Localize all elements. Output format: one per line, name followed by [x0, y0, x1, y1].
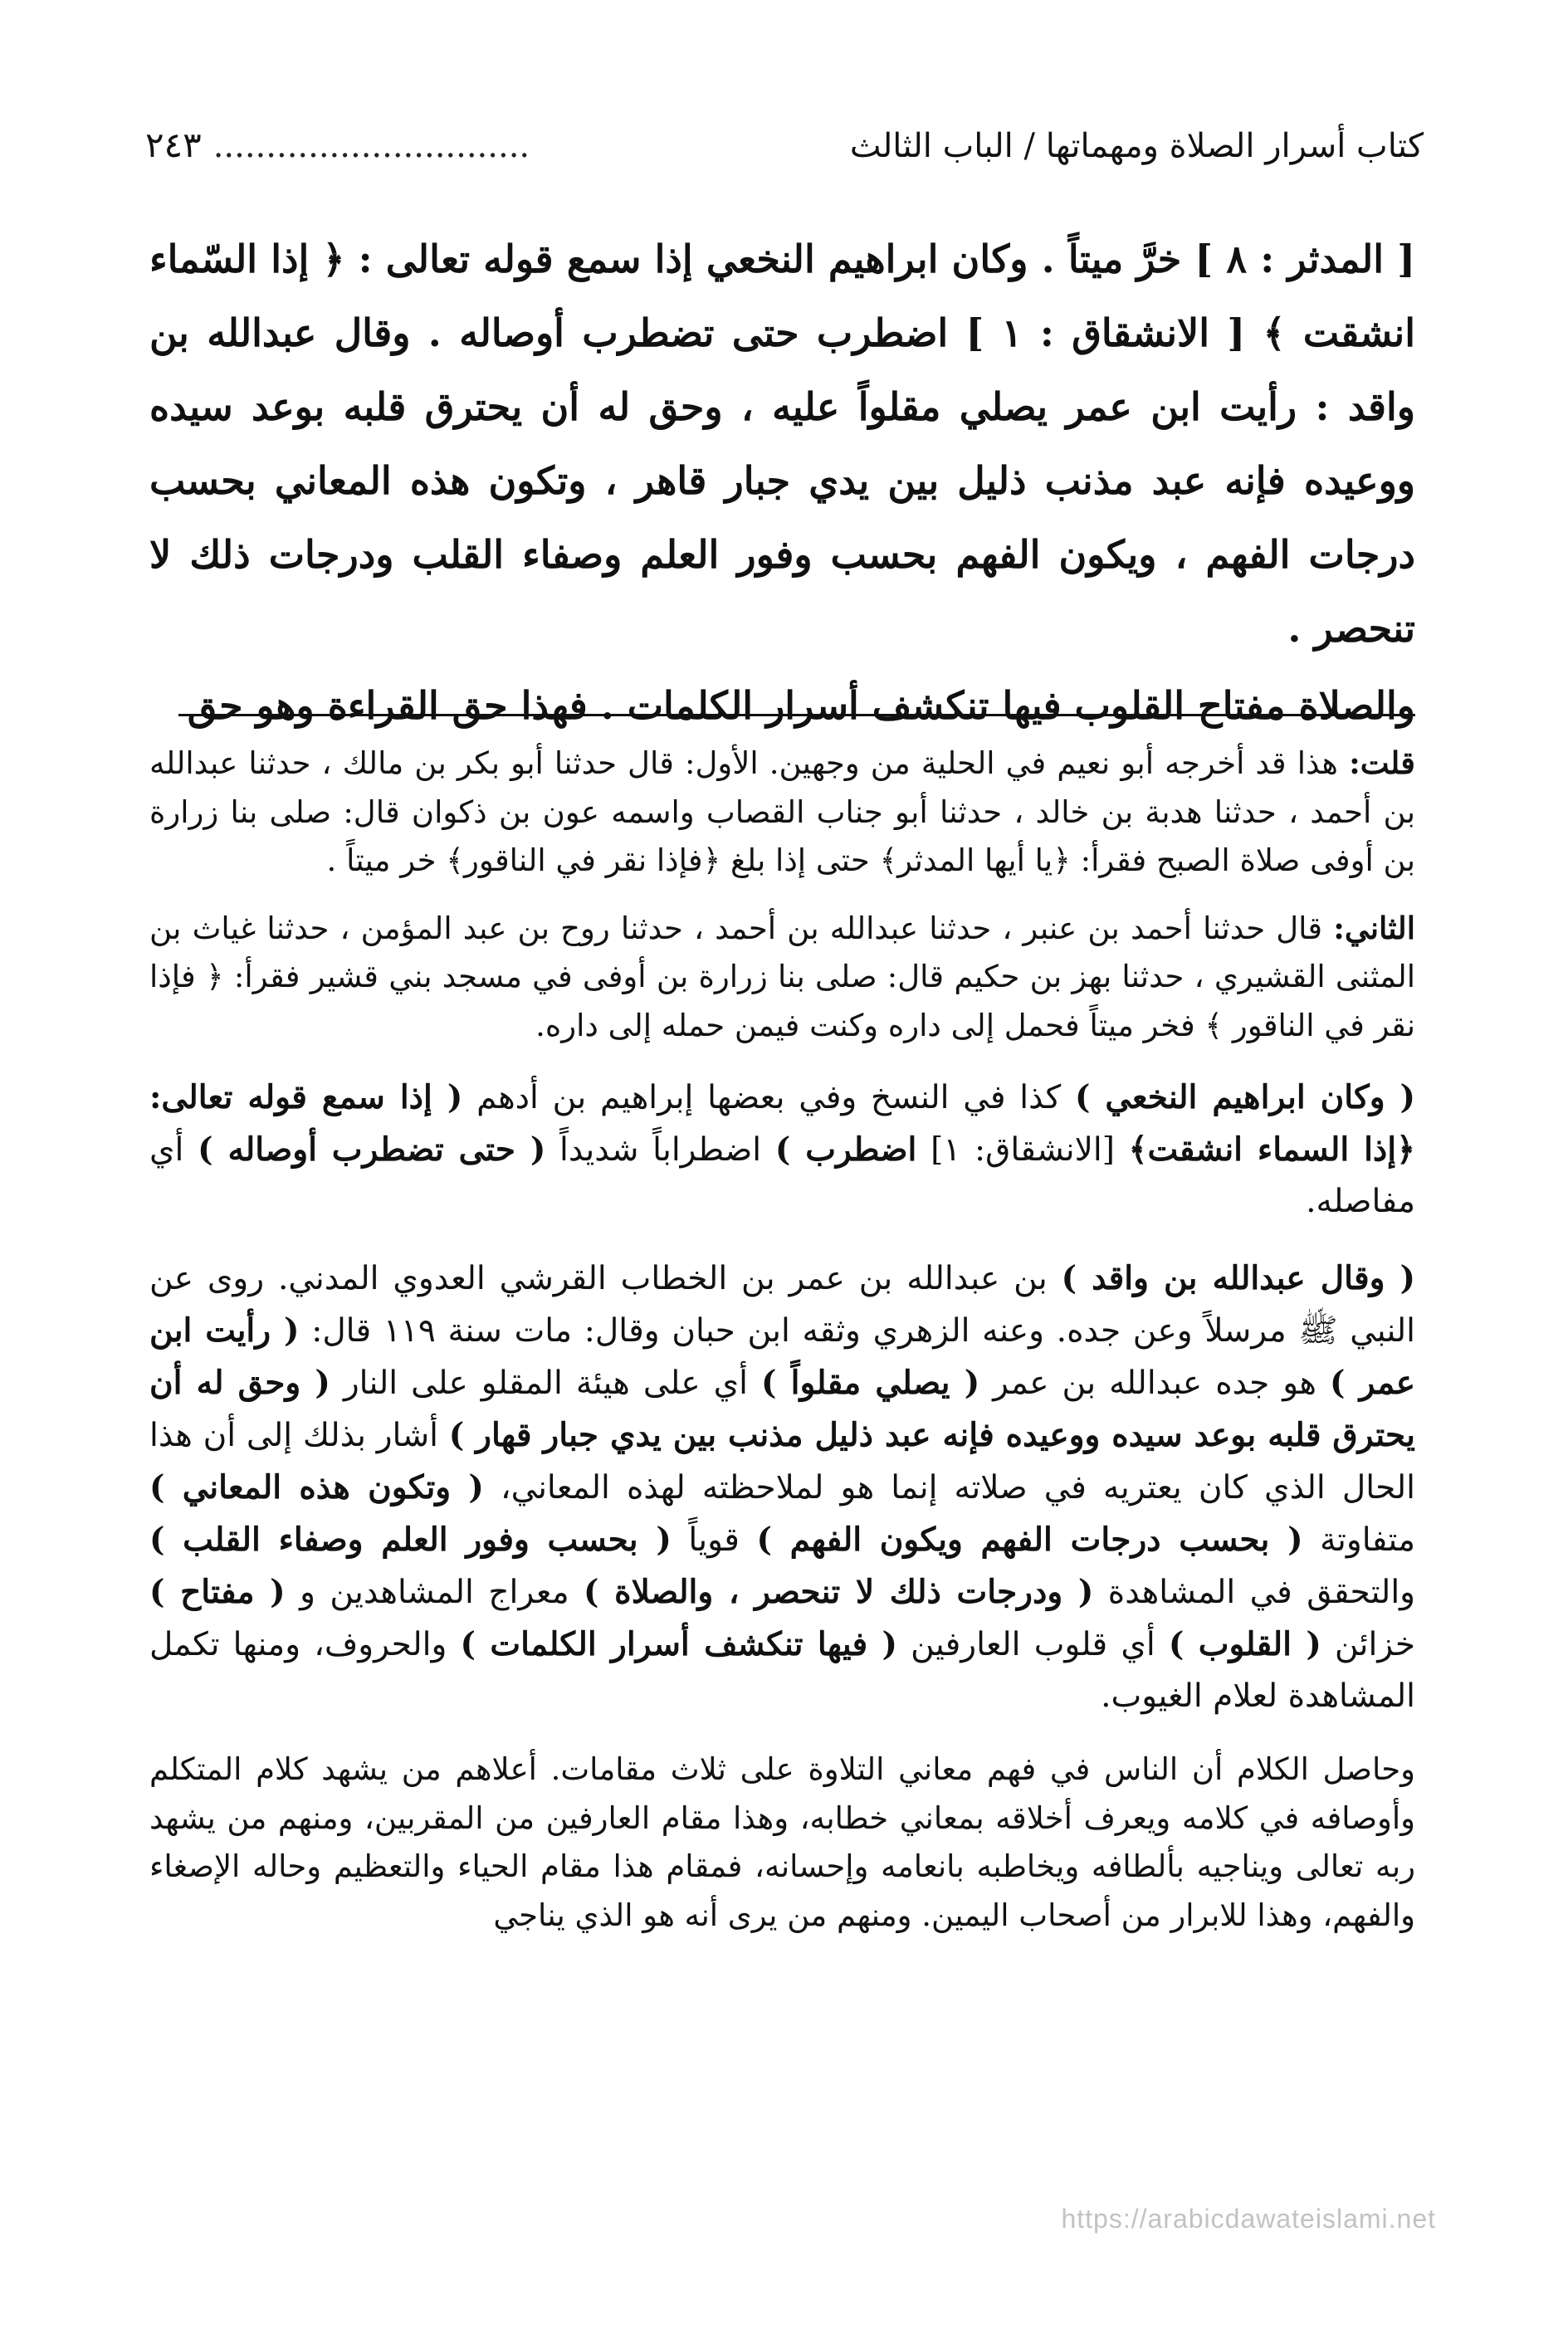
quoted-phrase: اضطرب )	[774, 1130, 917, 1169]
quoted-phrase: ( يصلي مقلواً )	[761, 1364, 980, 1402]
main-text	[149, 222, 1415, 743]
quoted-phrase: ( بحسب وفور العلم وصفاء القلب )	[149, 1521, 672, 1559]
note-label: الثاني:	[1333, 909, 1415, 946]
note-text: معراج المشاهدين و	[285, 1574, 584, 1611]
commentary-paragraph	[149, 904, 1415, 1051]
note-text: اضطراباً شديداً	[545, 1131, 775, 1169]
main-paragraph: [ المدثر : ٨ ] خرَّ ميتاً . وكان ابراهيم النخعي إذا سمع قوله تعالى : ﴿ إذا السّماء انشقت ﴾ [ الانشقاق : ١ ] اضطرب حتى تضطرب أوصاله . وقال عبدالله بن واقد : رأيت ابن عمر يصلي مقلواً عليه ، وحق له أن يحترق قلبه بوعد سيده ووعيده فإنه عبد مذنب ذليل بين يدي جبار قاهر ، وتكون هذه المعاني بحسب درجات الفهم ، ويكون الفهم بحسب وفور العلم وصفاء القلب ودرجات ذلك لا تنحصر .	[149, 237, 1415, 651]
quoted-phrase: ( حتى تضطرب أوصاله )	[198, 1130, 546, 1169]
note-text: أي قلوب العارفين	[896, 1626, 1169, 1663]
quoted-phrase: ( القلوب )	[1168, 1625, 1321, 1663]
dot-leader: ..............................	[212, 127, 530, 165]
quoted-phrase: ( وحق له أن يحترق قلبه بوعد سيده ووعيده فإنه عبد ذليل مذنب بين يدي جبار قهار )	[149, 1364, 1415, 1454]
quoted-phrase: ( فيها تنكشف أسرار الكلمات )	[460, 1625, 897, 1663]
main-paragraph: والصلاة مفتاح القلوب فيها تنكشف أسرار الكلمات . فهذا حق القراءة وهو حق	[187, 683, 1415, 728]
note-text: أي مفاصله.	[149, 1131, 1415, 1220]
quoted-phrase: ( إذا سمع قوله تعالى: ﴿إذا السماء انشقت﴾	[149, 1078, 1415, 1169]
quoted-phrase: ( وقال عبدالله بن واقد )	[1061, 1259, 1415, 1297]
note-text: بن عبدالله بن عمر بن الخطاب القرشي العدوي المدني. روى عن النبي ﷺ مرسلاً وعن جده. وعنه الزهري وثقه ابن حبان وقال: مات سنة ١١٩ قال:	[149, 1260, 1416, 1350]
note-text: أي على هيئة المقلو على النار	[330, 1365, 762, 1402]
note-text: هو جده عبدالله بن عمر	[979, 1365, 1330, 1402]
quoted-phrase: ( وتكون هذه المعاني )	[149, 1468, 484, 1507]
note-text: هذا قد أخرجه أبو نعيم في الحلية من وجهين. الأول: قال حدثنا أبو بكر بن مالك ، حدثنا عبدالله بن أحمد ، حدثنا هدبة بن خالد ، حدثنا أبو جناب القصاب واسمه عون بن ذكوان قال: صلى بنا زرارة بن أوفى صلاة الصبح فقرأ: ﴿يا أيها المدثر﴾ حتى إذا بلغ ﴿فإذا نقر في الناقور﴾ خر ميتاً .	[149, 745, 1415, 878]
commentary-paragraph	[149, 1253, 1415, 1722]
note-text: [الانشقاق: ١]	[916, 1131, 1129, 1169]
watermark-url: https://arabicdawateislami.net	[1061, 2204, 1436, 2234]
note-label: قلت:	[1349, 745, 1415, 781]
commentary-paragraph: وحاصل الكلام أن الناس في فهم معاني التلاوة على ثلاث مقامات. أعلاهم من يشهد كلام المتكلم وأوصافه في كلامه ويعرف أخلاقه بمعاني خطابه، وهذا مقام العارفين من المقربين، ومنهم من يشهد ربه تعالى ويناجيه بألطافه ويخاطبه بانعامه وإحسانه، فمقام هذا مقام الحياء والتعظيم وحاله الإصغاء والفهم، وهذا للابرار من أصحاب اليمين. ومنهم من يرى أنه هو الذي يناجي	[149, 1751, 1415, 1933]
note-text: خزائن	[1321, 1626, 1415, 1663]
note-text: أشار بذلك إلى أن هذا الحال الذي كان يعتريه في صلاته إنما هو لملاحظته لهذه المعاني،	[149, 1417, 1415, 1507]
running-title: كتاب أسرار الصلاة ومهماتها / الباب الثالث	[849, 127, 1424, 165]
quoted-phrase: ( وكان ابراهيم النخعي )	[1074, 1078, 1416, 1116]
note-text: والتحقق في المشاهدة	[1093, 1574, 1415, 1611]
commentary	[149, 739, 1415, 1940]
note-text: قوياً	[671, 1521, 757, 1559]
footnote-divider	[178, 714, 1415, 716]
commentary-paragraph	[149, 1072, 1415, 1228]
note-text: والحروف، ومنها تكمل المشاهدة لعلام الغيوب.	[149, 1626, 1415, 1715]
quoted-phrase: ( رأيت ابن عمر )	[149, 1311, 1415, 1402]
running-header	[145, 125, 1424, 183]
note-text: قال حدثنا أحمد بن عنبر ، حدثنا عبدالله بن أحمد ، حدثنا روح بن عبد المؤمن ، حدثنا غياث بن المثنى القشيري ، حدثنا بهز بن حكيم قال: صلى بنا زرارة بن أوفى في مسجد بني قشير فقرأ: ﴿ فإذا نقر في الناقور ﴾ فخر ميتاً فحمل إلى داره وكنت فيمن حمله إلى داره.	[149, 910, 1416, 1043]
page-number: ٢٤٣	[145, 125, 202, 165]
commentary-paragraph	[149, 739, 1415, 886]
note-text: متفاوتة	[1302, 1521, 1415, 1559]
note-text: كذا في النسخ وفي بعضها إبراهيم بن أدهم	[462, 1079, 1075, 1116]
quoted-phrase: ( مفتاح )	[149, 1573, 286, 1611]
quoted-phrase: ( ودرجات ذلك لا تنحصر ، والصلاة )	[584, 1573, 1094, 1611]
quoted-phrase: ( بحسب درجات الفهم ويكون الفهم )	[756, 1521, 1303, 1559]
